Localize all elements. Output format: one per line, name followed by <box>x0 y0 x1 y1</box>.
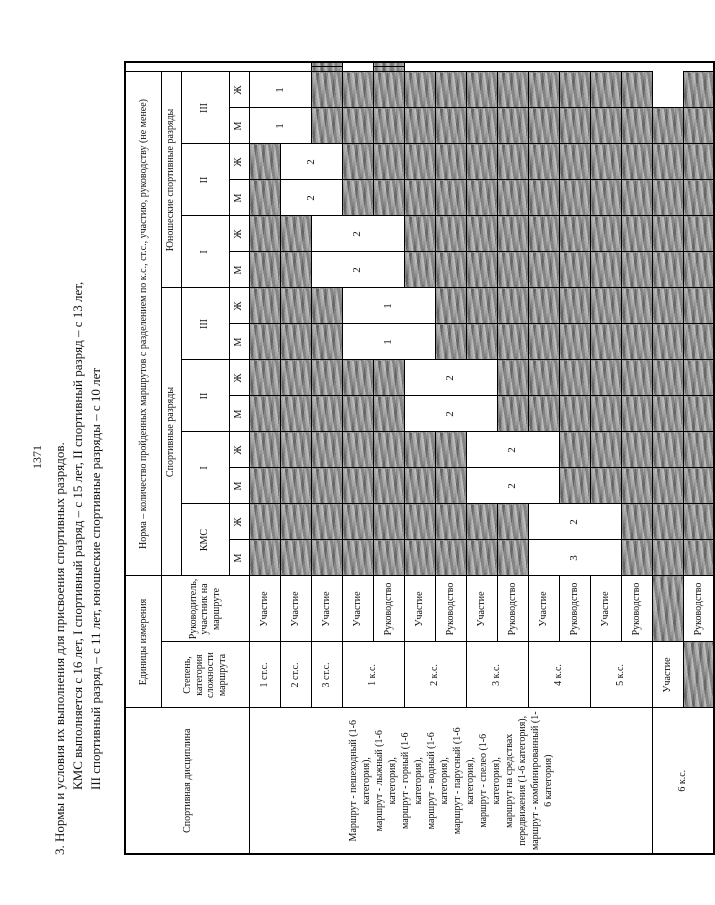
shaded-cell <box>528 396 559 432</box>
shaded-cell <box>249 252 280 288</box>
header-role: Руководитель, участник на маршруте <box>161 576 249 642</box>
value-rank-1-m: 2 <box>466 468 559 504</box>
shaded-cell <box>311 468 342 504</box>
shaded-cell <box>621 72 652 108</box>
value-youth-1-w: 2 <box>311 216 404 252</box>
shaded-cell <box>342 468 373 504</box>
header-units: Единицы измерения <box>125 576 161 708</box>
shaded-cell <box>683 324 714 360</box>
shaded-cell <box>559 288 590 324</box>
header-norm: Норма – количество пройденных маршрутов с разделением по к.с., ст.с., участию, руководству (не менее) <box>125 72 161 576</box>
sex-m: М <box>229 252 249 288</box>
degree-cell: 1 ст.с. <box>249 642 280 708</box>
rank-1: I <box>181 432 229 504</box>
shaded-cell <box>404 180 435 216</box>
shaded-cell <box>590 360 621 396</box>
shaded-cell <box>621 252 652 288</box>
shaded-cell <box>373 108 404 144</box>
shaded-cell <box>590 288 621 324</box>
shaded-cell <box>435 324 466 360</box>
shaded-cell <box>373 504 404 540</box>
degree-cell: 2 к.с. <box>404 642 466 708</box>
shaded-cell <box>528 108 559 144</box>
norms-table <box>124 61 715 855</box>
shaded-cell <box>621 432 652 468</box>
shaded-cell <box>249 216 280 252</box>
shaded-cell <box>311 108 342 144</box>
shaded-cell <box>466 72 497 108</box>
degree-cell: 1 к.с. <box>342 642 404 708</box>
shaded-cell <box>466 216 497 252</box>
shaded-cell <box>311 72 342 108</box>
role-cell: Участие <box>311 576 342 642</box>
discipline-list <box>249 708 652 854</box>
discipline-item: маршрут - спелео (1-6 категория), <box>477 733 502 828</box>
sex-w: Ж <box>229 504 249 540</box>
shaded-cell <box>249 180 280 216</box>
shaded-cell <box>404 468 435 504</box>
shaded-cell <box>683 144 714 180</box>
degree-cell: 3 к.с. <box>466 642 528 708</box>
shaded-cell <box>435 144 466 180</box>
shaded-cell <box>528 252 559 288</box>
shaded-cell <box>280 504 311 540</box>
shaded-cell <box>311 540 342 576</box>
shaded-cell <box>621 540 652 576</box>
shaded-cell <box>590 108 621 144</box>
shaded-cell <box>404 72 435 108</box>
shaded-cell <box>652 576 683 642</box>
shaded-cell <box>652 108 683 144</box>
shaded-cell <box>280 360 311 396</box>
shaded-cell <box>497 360 528 396</box>
shaded-cell <box>652 252 683 288</box>
role-cell: Участие <box>342 576 373 642</box>
shaded-cell <box>280 324 311 360</box>
role-cell: Участие <box>280 576 311 642</box>
shaded-cell <box>466 180 497 216</box>
shaded-cell <box>435 216 466 252</box>
shaded-cell <box>559 432 590 468</box>
shaded-cell <box>280 540 311 576</box>
shaded-cell <box>559 324 590 360</box>
shaded-cell <box>466 540 497 576</box>
shaded-cell <box>652 540 683 576</box>
shaded-cell <box>652 396 683 432</box>
shaded-cell <box>311 360 342 396</box>
role-cell: Руководство <box>435 576 466 642</box>
shaded-cell <box>373 144 404 180</box>
shaded-cell <box>559 144 590 180</box>
shaded-cell <box>652 468 683 504</box>
shaded-cell <box>497 252 528 288</box>
shaded-cell <box>683 360 714 396</box>
shaded-cell <box>435 432 466 468</box>
shaded-cell <box>280 432 311 468</box>
discipline-item: маршрут - комбинированный (1-6 категория) <box>529 711 554 851</box>
shaded-cell <box>311 288 342 324</box>
shaded-cell <box>435 504 466 540</box>
shaded-cell <box>497 504 528 540</box>
shaded-cell <box>559 180 590 216</box>
shaded-cell <box>559 216 590 252</box>
shaded-cell <box>466 252 497 288</box>
shaded-cell <box>528 360 559 396</box>
shaded-cell <box>621 468 652 504</box>
shaded-cell <box>621 504 652 540</box>
shaded-cell <box>497 216 528 252</box>
shaded-cell <box>435 180 466 216</box>
sex-m: М <box>229 540 249 576</box>
shaded-cell <box>404 144 435 180</box>
shaded-cell <box>466 108 497 144</box>
value-kms-m: 3 <box>528 540 621 576</box>
shaded-cell <box>249 432 280 468</box>
sex-m: М <box>229 468 249 504</box>
shaded-cell <box>342 360 373 396</box>
shaded-cell <box>683 504 714 540</box>
degree-cell: 4 к.с. <box>528 642 590 708</box>
shaded-cell <box>559 252 590 288</box>
shaded-cell <box>373 180 404 216</box>
header-youth-ranks: Юношеские спортивные разряды <box>161 72 181 288</box>
shaded-cell <box>621 324 652 360</box>
role-cell: Участие <box>528 576 559 642</box>
shaded-cell <box>342 396 373 432</box>
shaded-cell <box>652 144 683 180</box>
shaded-cell <box>404 252 435 288</box>
shaded-cell <box>497 288 528 324</box>
shaded-cell <box>497 108 528 144</box>
shaded-cell <box>497 396 528 432</box>
shaded-cell <box>342 144 373 180</box>
shaded-cell <box>590 396 621 432</box>
rank-kms: КМС <box>181 504 229 576</box>
shaded-cell <box>342 180 373 216</box>
shaded-cell <box>590 144 621 180</box>
value-youth-2-w: 2 <box>280 144 342 180</box>
shaded-cell <box>280 468 311 504</box>
value-youth-3-w: 1 <box>249 72 311 108</box>
shaded-cell <box>435 288 466 324</box>
discipline-item: маршрут - горный (1-6 категория), <box>399 732 424 829</box>
shaded-cell <box>590 432 621 468</box>
shaded-cell <box>373 360 404 396</box>
shaded-cell <box>404 504 435 540</box>
shaded-cell <box>373 396 404 432</box>
shaded-cell <box>683 432 714 468</box>
shaded-cell <box>590 216 621 252</box>
shaded-cell <box>621 144 652 180</box>
shaded-cell <box>373 62 404 67</box>
shaded-cell <box>404 432 435 468</box>
value-rank-3-w: 1 <box>342 288 435 324</box>
shaded-cell <box>683 540 714 576</box>
shaded-cell <box>249 540 280 576</box>
role-cell: Руководство <box>621 576 652 642</box>
shaded-cell <box>373 67 404 72</box>
shaded-cell <box>683 396 714 432</box>
shaded-cell <box>683 288 714 324</box>
shaded-cell <box>652 504 683 540</box>
shaded-cell <box>652 180 683 216</box>
shaded-cell <box>621 288 652 324</box>
shaded-cell <box>621 360 652 396</box>
shaded-cell <box>249 360 280 396</box>
shaded-cell <box>528 288 559 324</box>
role-cell: Участие <box>249 576 280 642</box>
header-discipline: Спортивная дисциплина <box>125 708 249 854</box>
heading-age-line-1: КМС выполняется с 16 лет, I спортивный разряд – с 15 лет, II спортивный разряд – с 13 лет, <box>70 281 85 790</box>
shaded-cell <box>404 540 435 576</box>
value-youth-2-m: 2 <box>280 180 342 216</box>
youth-rank-3: III <box>181 72 229 144</box>
shaded-cell <box>683 468 714 504</box>
shaded-cell <box>559 396 590 432</box>
degree-cell: 3 ст.с. <box>311 642 342 708</box>
shaded-cell <box>466 504 497 540</box>
shaded-cell <box>590 468 621 504</box>
shaded-cell <box>652 360 683 396</box>
shaded-cell <box>342 504 373 540</box>
shaded-cell <box>683 216 714 252</box>
shaded-cell <box>683 180 714 216</box>
shaded-cell <box>435 252 466 288</box>
shaded-cell <box>311 324 342 360</box>
shaded-cell <box>559 468 590 504</box>
section-heading: 3. Нормы и условия их выполнения для присвоения спортивных разрядов. <box>52 442 67 855</box>
shaded-cell <box>559 108 590 144</box>
shaded-cell <box>342 432 373 468</box>
discipline-item: маршрут на средствах передвижения (1-6 категория), <box>503 715 528 846</box>
degree-cell: 5 к.с. <box>590 642 652 708</box>
shaded-cell <box>528 72 559 108</box>
value-rank-2-m: 2 <box>404 396 497 432</box>
shaded-cell <box>621 180 652 216</box>
shaded-cell <box>497 324 528 360</box>
value-rank-3-m: 1 <box>342 324 435 360</box>
shaded-cell <box>342 108 373 144</box>
role-cell: Участие <box>590 576 621 642</box>
shaded-cell <box>621 108 652 144</box>
shaded-cell <box>683 108 714 144</box>
page-number: 1371 <box>30 445 44 469</box>
shaded-cell <box>652 288 683 324</box>
shaded-cell <box>342 540 373 576</box>
header-degree: Степень, категория сложности маршрута <box>161 642 249 708</box>
discipline-item: маршрут - парусный (1-6 категория), <box>451 727 476 835</box>
degree-cell: 2 ст.с. <box>280 642 311 708</box>
value-kms-w: 2 <box>528 504 621 540</box>
shaded-cell <box>528 216 559 252</box>
shaded-cell <box>652 432 683 468</box>
shaded-cell <box>249 324 280 360</box>
shaded-cell <box>559 72 590 108</box>
shaded-cell <box>683 252 714 288</box>
shaded-cell <box>311 62 342 67</box>
shaded-cell <box>373 72 404 108</box>
sex-m: М <box>229 108 249 144</box>
sex-w: Ж <box>229 360 249 396</box>
discipline-item: маршрут - лыжный (1-6 категория), <box>373 730 398 832</box>
degree-cell: 6 к.с. <box>652 708 714 854</box>
role-cell: Руководство <box>497 576 528 642</box>
sex-w: Ж <box>229 432 249 468</box>
shaded-cell <box>373 468 404 504</box>
role-cell: Участие <box>404 576 435 642</box>
youth-rank-2: II <box>181 144 229 216</box>
table-row <box>249 62 280 854</box>
shaded-cell <box>404 108 435 144</box>
shaded-cell <box>249 504 280 540</box>
shaded-cell <box>249 396 280 432</box>
shaded-cell <box>652 324 683 360</box>
value-youth-1-m: 2 <box>311 252 404 288</box>
role-cell: Руководство <box>559 576 590 642</box>
heading-age-line-2: III спортивный разряд – с 11 лет, юношеские спортивные разряды – с 10 лет <box>88 367 103 790</box>
shaded-cell <box>590 72 621 108</box>
role-cell: Руководство <box>683 576 714 642</box>
shaded-cell <box>280 252 311 288</box>
shaded-cell <box>590 324 621 360</box>
sex-w: Ж <box>229 288 249 324</box>
sex-w: Ж <box>229 144 249 180</box>
shaded-cell <box>590 180 621 216</box>
table-row <box>652 62 683 854</box>
shaded-cell <box>435 108 466 144</box>
role-cell: Участие <box>652 642 683 708</box>
shaded-cell <box>435 468 466 504</box>
rank-2: II <box>181 360 229 432</box>
shaded-cell <box>404 216 435 252</box>
shaded-cell <box>249 468 280 504</box>
shaded-cell <box>528 144 559 180</box>
shaded-cell <box>311 504 342 540</box>
shaded-cell <box>311 396 342 432</box>
sex-w: Ж <box>229 72 249 108</box>
shaded-cell <box>683 72 714 108</box>
shaded-cell <box>497 144 528 180</box>
shaded-cell <box>466 144 497 180</box>
shaded-cell <box>311 432 342 468</box>
shaded-cell <box>497 180 528 216</box>
shaded-cell <box>497 540 528 576</box>
shaded-cell <box>559 360 590 396</box>
sex-m: М <box>229 180 249 216</box>
shaded-cell <box>435 72 466 108</box>
shaded-cell <box>497 72 528 108</box>
shaded-cell <box>249 288 280 324</box>
shaded-cell <box>311 67 342 72</box>
sex-w: Ж <box>229 216 249 252</box>
rank-3: III <box>181 288 229 360</box>
shaded-cell <box>466 324 497 360</box>
shaded-cell <box>528 324 559 360</box>
shaded-cell <box>373 432 404 468</box>
shaded-cell <box>280 396 311 432</box>
value-rank-2-w: 2 <box>404 360 497 396</box>
shaded-cell <box>435 540 466 576</box>
shaded-cell <box>621 396 652 432</box>
role-cell: Руководство <box>373 576 404 642</box>
sex-m: М <box>229 324 249 360</box>
header-sport-ranks: Спортивные разряды <box>161 288 181 576</box>
discipline-item: Маршрут - пешеходный (1-6 категория), <box>347 720 372 842</box>
shaded-cell <box>249 144 280 180</box>
shaded-cell <box>528 180 559 216</box>
shaded-cell <box>621 216 652 252</box>
shaded-cell <box>466 288 497 324</box>
discipline-item: маршрут - водный (1-6 категория), <box>425 732 450 830</box>
shaded-cell <box>652 216 683 252</box>
youth-rank-1: I <box>181 216 229 288</box>
shaded-cell <box>342 72 373 108</box>
value-youth-3-m: 1 <box>249 108 311 144</box>
shaded-cell <box>683 642 714 708</box>
shaded-cell <box>373 540 404 576</box>
shaded-cell <box>280 288 311 324</box>
sex-m: М <box>229 396 249 432</box>
shaded-cell <box>280 216 311 252</box>
shaded-cell <box>590 252 621 288</box>
value-rank-1-w: 2 <box>466 432 559 468</box>
role-cell: Участие <box>466 576 497 642</box>
